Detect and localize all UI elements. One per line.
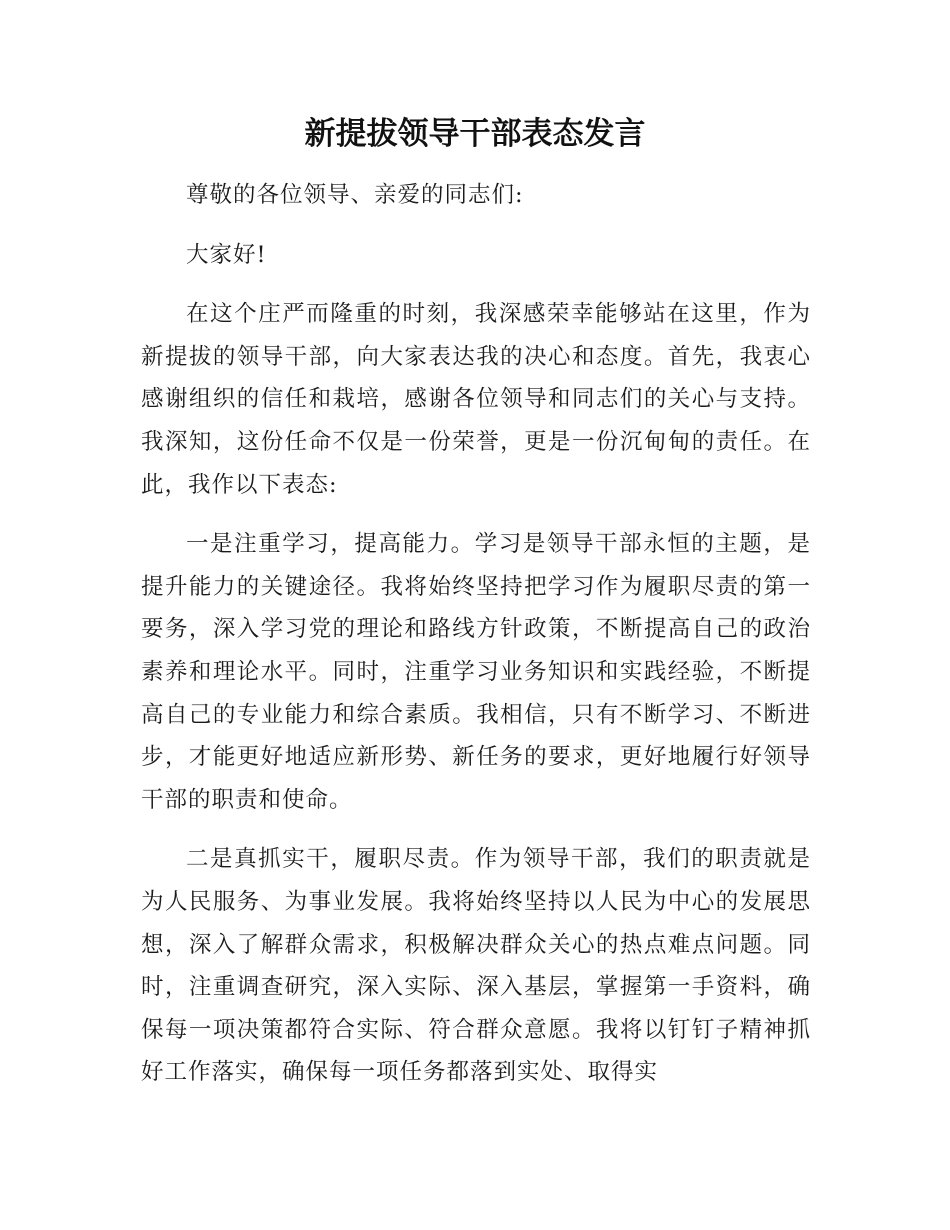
- salutation: 尊敬的各位领导、亲爱的同志们:: [186, 182, 524, 208]
- document-body: [141, 174, 811, 1094]
- greeting: 大家好!: [186, 241, 267, 268]
- paragraph-intro: 在这个庄严而隆重的时刻，我深感荣幸能够站在这里，作为新提拔的领导干部，向大家表达我的决心和态度。首先，我衷心感谢组织的信任和栽培，感谢各位领导和同志们的关心与支持。我深知，这份任命不仅是一份荣誉，更是一份沉甸甸的责任。在此，我作以下表态:: [141, 301, 811, 498]
- paragraph-point-one: 一是注重学习，提高能力。学习是领导干部永恒的主题，是提升能力的关键途径。我将始终坚持把学习作为履职尽责的第一要务，深入学习党的理论和路线方针政策，不断提高自己的政治素养和理论水平。同时，注重学习业务知识和实践经验，不断提高自己的专业能力和综合素质。我相信，只有不断学习、不断进步，才能更好地适应新形势、新任务的要求，更好地履行好领导干部的职责和使命。: [141, 531, 811, 813]
- document-title: 新提拔领导干部表态发言: [304, 116, 646, 152]
- paragraph-point-two: 二是真抓实干，履职尽责。作为领导干部，我们的职责就是为人民服务、为事业发展。我将始终坚持以人民为中心的发展思想，深入了解群众需求，积极解决群众关心的热点难点问题。同时，注重调查研究，深入实际、深入基层，掌握第一手资料，确保每一项决策都符合实际、符合群众意愿。我将以钉钉子精神抓好工作落实，确保每一项任务都落到实处、取得实: [141, 846, 811, 1086]
